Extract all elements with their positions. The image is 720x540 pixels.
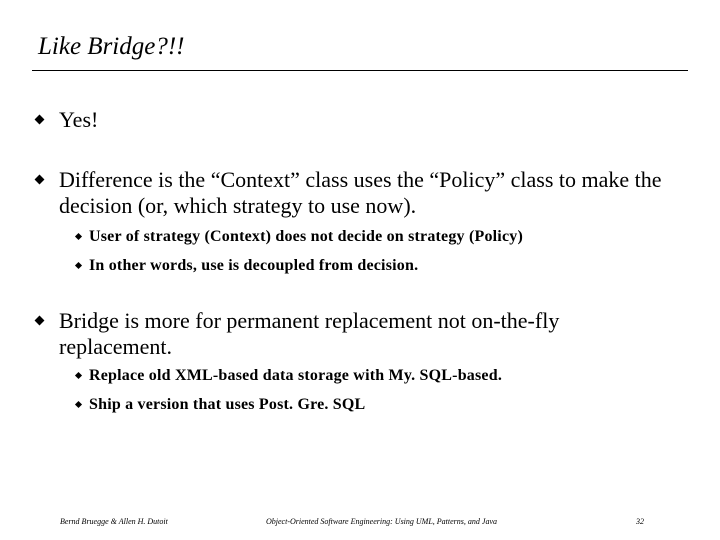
diamond-bullet-icon <box>35 115 45 125</box>
footer-authors: Bernd Bruegge & Allen H. Dutoit <box>60 517 168 526</box>
bullet-item <box>36 308 676 360</box>
bullet-item <box>36 107 676 133</box>
sub-bullet-text: In other words, use is decoupled from decision. <box>89 257 419 274</box>
sub-bullet-item <box>72 366 672 386</box>
sub-bullet-text: Ship a version that uses Post. Gre. SQL <box>89 396 366 413</box>
small-diamond-bullet-icon <box>75 262 82 269</box>
sub-bullet-item <box>72 395 672 415</box>
bullet-text: Bridge is more for permanent replacement not on-the-fly replacement. <box>59 308 560 359</box>
bullet-text: Difference is the “Context” class uses the “Policy” class to make the decision (or, which strategy to use now). <box>59 167 662 218</box>
footer-page-number: 32 <box>636 517 644 526</box>
sub-bullet-text: User of strategy (Context) does not decide on strategy (Policy) <box>89 228 523 245</box>
small-diamond-bullet-icon <box>75 233 82 240</box>
slide-title: Like Bridge?!! <box>38 33 185 60</box>
sub-bullet-item <box>72 227 672 247</box>
diamond-bullet-icon <box>35 175 45 185</box>
title-divider <box>32 70 688 71</box>
sub-bullet-text: Replace old XML-based data storage with My. SQL-based. <box>89 367 503 384</box>
small-diamond-bullet-icon <box>75 401 82 408</box>
bullet-item <box>36 167 676 219</box>
bullet-text: Yes! <box>59 107 99 132</box>
small-diamond-bullet-icon <box>75 372 82 379</box>
diamond-bullet-icon <box>35 316 45 326</box>
sub-bullet-item <box>72 256 672 276</box>
footer-book-title: Object-Oriented Software Engineering: Using UML, Patterns, and Java <box>266 517 497 526</box>
